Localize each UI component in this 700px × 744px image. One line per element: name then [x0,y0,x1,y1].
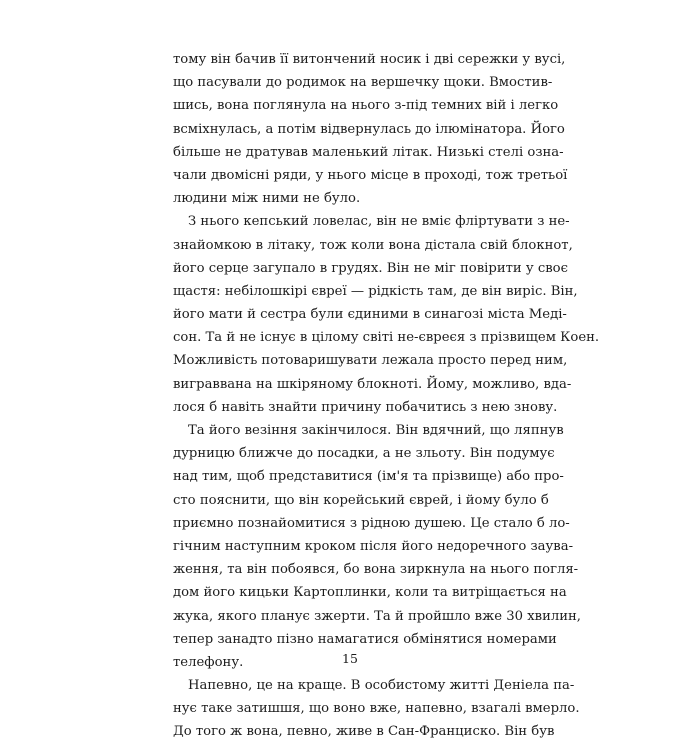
text-line: його серце загупало в грудях. Він не міг повірити у своє [173,260,568,276]
text-line: його мати й сестра були єдиними в синагозі міста Меді- [173,307,567,323]
text-line: всміхнулась, а потім відвернулась до ілюмінатора. Його [173,121,565,137]
text-line: тому він бачив її витончений носик і дві сережки у вусі, [173,52,566,67]
text-line: сто пояснити, що він корейський єврей, і йому було б [173,492,549,508]
body-text [173,48,600,744]
text-line: лося б навіть знайти причину побачитись з нею знову. [173,399,558,415]
text-line: чали двомісні ряди, у нього місце в проході, тож третьої [173,167,568,183]
text-line: тепер занадто пізно намагатися обмінятися номерами [173,631,557,647]
text-line: шись, вона поглянула на нього з-під темних вій і легко [173,98,559,114]
text-line: З нього кепський ловелас, він не вміє фліртувати з не- [188,214,570,230]
page-number: 15 [342,651,358,666]
text-line: гічним наступним кроком після його недоречного заува- [173,538,574,554]
text-line: виграввана на шкіряному блокноті. Йому, можливо, вда- [173,376,572,392]
text-line: сон. Та й не існує в цілому світі не-євреєя з прізвищем Коен. [173,330,600,346]
text-line: дурницю ближче до посадки, а не зльоту. Він подумує [173,446,555,462]
text-line: Можливість потоваришувати лежала просто перед ним, [173,353,568,369]
text-line: що пасували до родимок на вершечку щоки. Вмостив- [173,75,553,91]
text-line: знайомкою в літаку, тож коли вона дістала свій блокнот, [173,237,573,253]
text-line: над тим, щоб представитися (ім'я та прізвище) або про- [173,469,564,485]
text-line: Та його везіння закінчилося. Він вдячний, що ляпнув [188,423,564,438]
text-line: приємно познайомитися з рідною душею. Це стало б ло- [173,515,570,531]
text-line: нує таке затишшя, що воно вже, напевно, взагалі вмерло. [173,701,580,717]
text-line: людини між ними не було. [173,191,361,207]
text-line: Напевно, це на краще. В особистому житті Деніела па- [188,678,575,694]
text-line: щастя: небілошкірі євреї — рідкість там, де він виріс. Він, [173,283,578,299]
text-line: До того ж вона, певно, живе в Сан-Франциско. Він був [173,724,555,740]
text-line: ження, та він побоявся, бо вона зиркнула на нього погля- [173,562,579,578]
text-line: дом його кицьки Картоплинки, коли та витріщається на [173,585,567,601]
text-line: жука, якого планує зжерти. Та й пройшло вже 30 хвилин, [173,608,582,624]
text-line: телефону. [173,654,244,670]
text-line: більше не дратував маленький літак. Низькі стелі озна- [173,144,564,160]
